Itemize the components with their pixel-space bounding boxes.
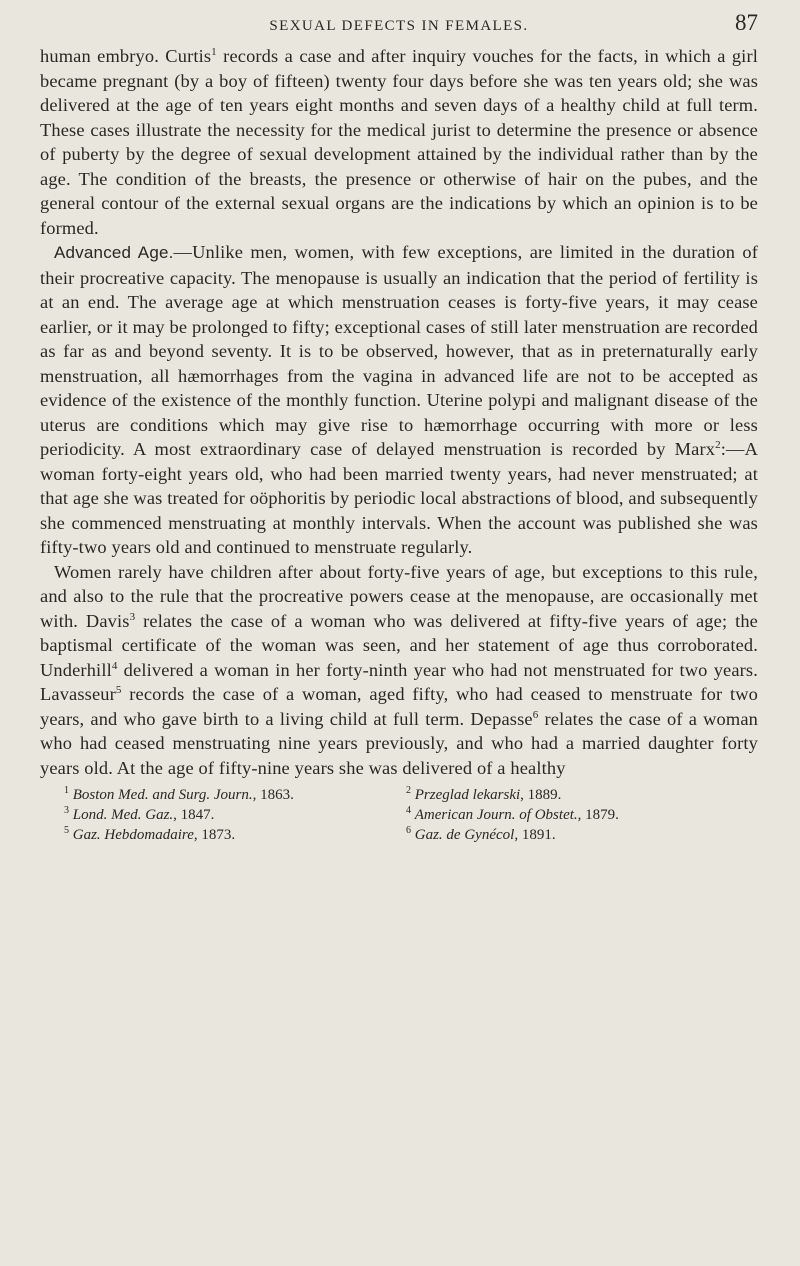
footnote-ref: 6: [532, 708, 539, 721]
paragraph: Advanced Age.—Unlike men, women, with few exceptions, are limited in the duration of their procreative capacity. The menopause is usually an indication that the period of fertility is at an end. The average age at which menstruation ceases is forty-five years, it may cease earlier, or it may be prolonged to fifty; exceptional cases of still later menstruation are recorded as far as and beyond seventy. It is to be observed, however, that as in preternaturally early menstruation, all hæmorrhages from the vagina in advanced life are not to be accepted as evidence of the existence of the monthly function. Uterine polypi and malignant disease of the uterus are conditions which may give rise to hæmorrhage occurring with more or less periodicity. A most extraordinary case of delayed menstruation is recorded by Marx$^2$:—A woman forty-eight years old, who had been married twenty years, had never menstruated; at that age she was treated for oöphoritis by periodic local abstractions of blood, and subsequently she commenced menstruating at monthly intervals. When the account was published she was fifty-two years old and continued to menstruate regularly.: [40, 242, 758, 557]
footnotes: [40, 786, 758, 845]
footnote: $^4$ American Journ. of Obstet., 1879.: [406, 805, 619, 823]
footnote-ref: 2: [715, 439, 721, 451]
running-head: [40, 0, 758, 44]
body-text: [40, 44, 758, 780]
paragraph: Women rarely have children after about forty-five years of age, but exceptions to this rule, and also to the rule that the procreative powers cease at the menopause, are occasionally met with. Davis$^3$ relates the case of a woman who was delivered at fifty-five years of age; the baptismal certificate of the woman was seen, and her statement of age thus corroborated. Underhill$^4$ delivered a woman in her forty-ninth year who had not menstruated for two years. Lavasseur$^5$ records the case of a woman, aged fifty, who had ceased to menstruate for two years, and who gave birth to a living child at full term. Depasse$^6$ relates the case of a woman who had ceased menstruating nine years previously, and who had a married daughter forty years old. At the age of fifty-nine years she was delivered of a healthy: [40, 561, 758, 778]
footnote: $^1$ Boston Med. and Surg. Journ., 1863.: [64, 785, 294, 803]
footnote-ref: 3: [129, 610, 136, 623]
footnote: $^2$ Przeglad lekarski, 1889.: [406, 785, 562, 803]
footnote: $^5$ Gaz. Hebdomadaire, 1873.: [64, 825, 236, 843]
footnote-ref: 5: [115, 684, 122, 696]
section-heading: Advanced Age.: [54, 243, 174, 262]
page-number: 87: [735, 10, 758, 35]
paragraph: human embryo. Curtis$^1$ records a case and after inquiry vouches for the facts, in which a girl became pregnant (by a boy of fifteen) twenty four days before she was ten years old; she was delivered at the age of ten years eight months and seven days of a healthy child at full term. These cases illustrate the necessity for the medical jurist to determine the presence or absence of puberty by the degree of sexual development attained by the individual rather than by the age. The condition of the breasts, the presence or otherwise of hair on the pubes, and the general contour of the external sexual organs are the indications by which an opinion is to be formed.: [40, 46, 758, 238]
footnote-ref: 1: [211, 46, 217, 58]
running-title: SEXUAL DEFECTS IN FEMALES.: [269, 18, 529, 34]
footnote: $^6$ Gaz. de Gynécol, 1891.: [406, 825, 556, 843]
footnote: $^3$ Lond. Med. Gaz., 1847.: [64, 805, 215, 823]
footnote-ref: 4: [111, 659, 118, 672]
